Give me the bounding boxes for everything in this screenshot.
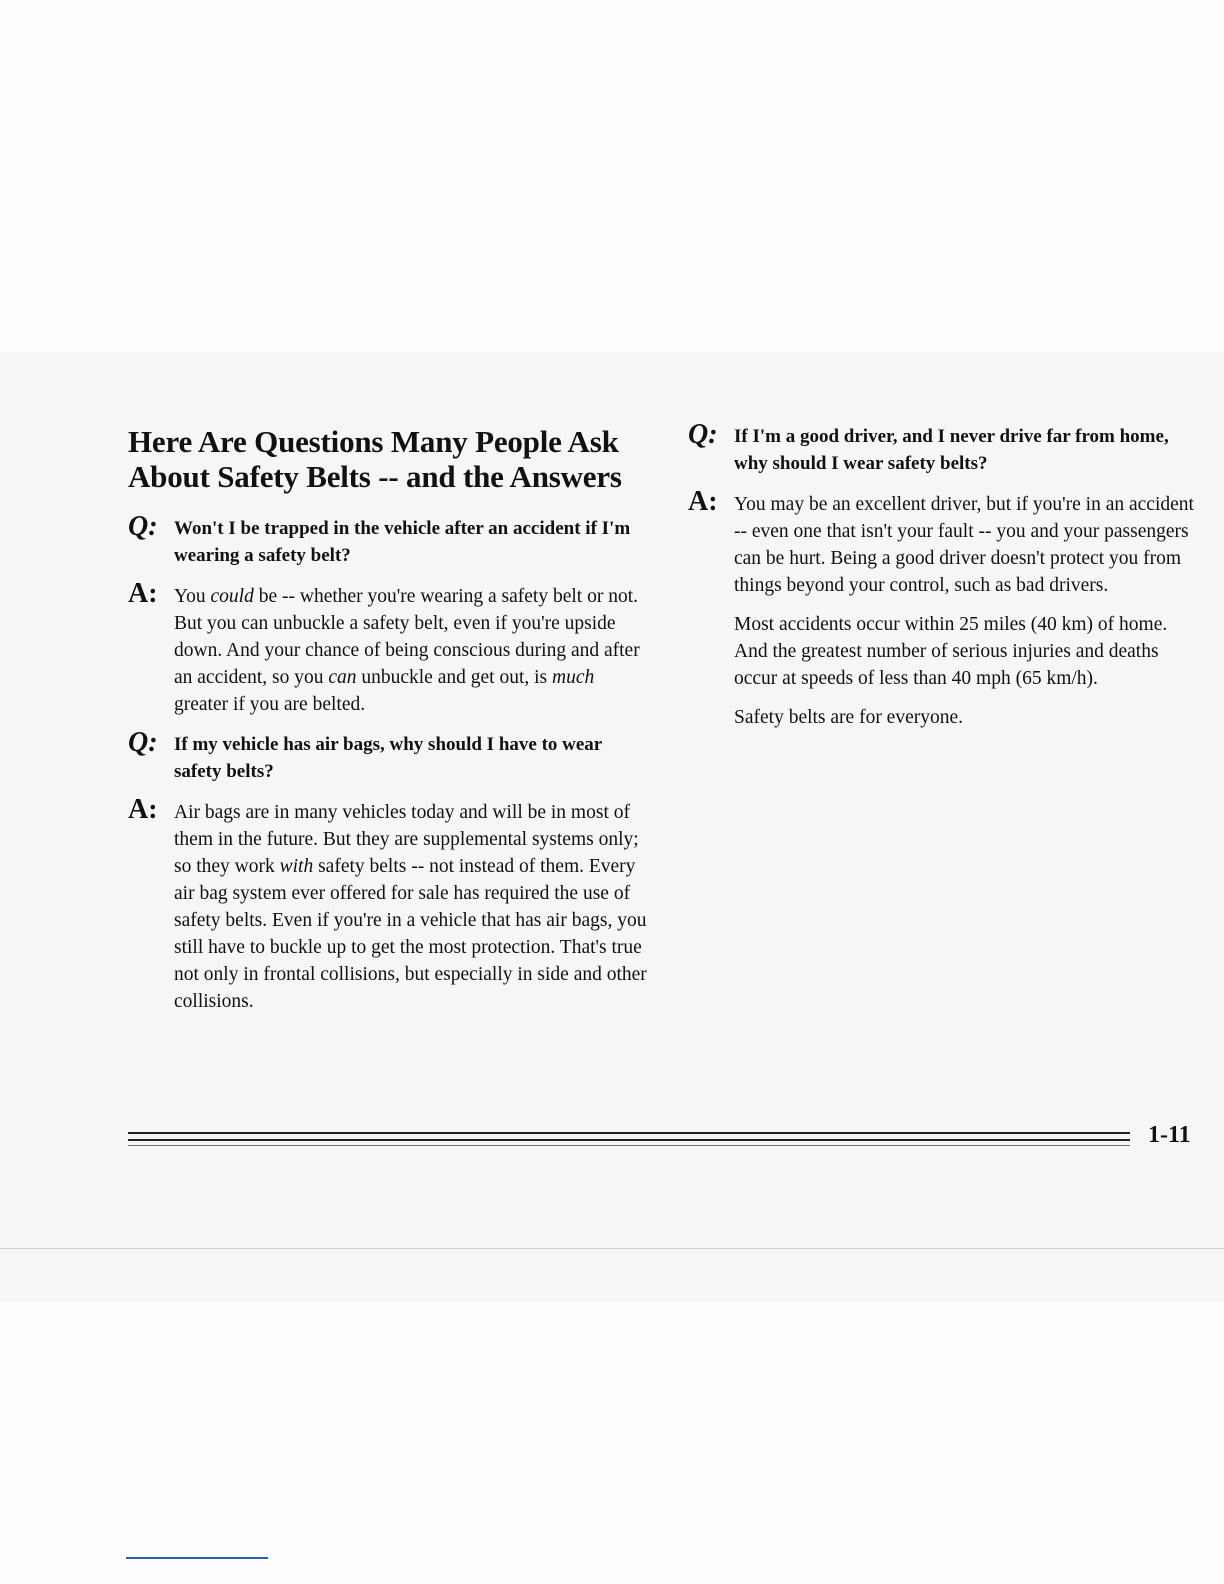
- question-3: [688, 419, 1198, 477]
- answer-3-paragraph: Most accidents occur within 25 miles (40 km) of home. And the greatest number of serious injuries and deaths occur at speeds of less than 40 mph (65 km/h).: [734, 614, 1168, 689]
- answer-3-paragraph: Safety belts are for everyone.: [734, 707, 964, 728]
- footer-rule-line: [128, 1132, 1130, 1134]
- q-label: Q:: [128, 511, 158, 542]
- question-2-text: If my vehicle has air bags, why should I have to wear safety belts?: [174, 734, 602, 782]
- question-1: [128, 511, 648, 569]
- left-column: [128, 424, 648, 1029]
- footer-rule-line: [128, 1145, 1130, 1146]
- answer-2: [128, 794, 648, 1015]
- band-edge-line: [0, 1248, 1224, 1249]
- q-label: Q:: [688, 419, 718, 450]
- section-heading: Here Are Questions Many People Ask About Safety Belts -- and the Answers: [128, 424, 622, 494]
- q-label: Q:: [128, 727, 158, 758]
- answer-3-paragraph: You may be an excellent driver, but if you're in an accident -- even one that isn't your fault -- you and your passengers can be hurt. Being a good driver doesn't protect you from things beyond your control, such as bad drivers.: [734, 494, 1194, 596]
- answer-2-text: Air bags are in many vehicles today and will be in most of them in the future. But they are supplemental systems only; so they work with safety belts -- not instead of them. Every air bag system ever offered for sale has required the use of safety belts. Even if you're in a vehicle that has air bags, you still have to buckle up to get the most protection. That's true not only in frontal collisions, but especially in side and other collisions.: [174, 802, 647, 1012]
- answer-3: [688, 486, 1198, 731]
- answer-1-text: You could be -- whether you're wearing a safety belt or not. But you can unbuckle a safety belt, even if you're upside down. And your chance of being conscious during and after an accident, so you can unbuckle and get out, is much greater if you are belted.: [174, 586, 640, 715]
- corner-link-underline: [126, 1557, 268, 1559]
- a-label: A:: [128, 794, 158, 825]
- answer-3-text: [734, 491, 1198, 731]
- question-2: [128, 727, 648, 785]
- question-1-text: Won't I be trapped in the vehicle after an accident if I'm wearing a safety belt?: [174, 518, 631, 566]
- question-3-text: If I'm a good driver, and I never drive far from home, why should I wear safety belts?: [734, 426, 1169, 474]
- right-column: [688, 419, 1198, 745]
- a-label: A:: [688, 486, 718, 517]
- footer-rule-line: [128, 1139, 1130, 1141]
- answer-1: [128, 578, 648, 718]
- page-number: 1-11: [1148, 1122, 1191, 1148]
- a-label: A:: [128, 578, 158, 609]
